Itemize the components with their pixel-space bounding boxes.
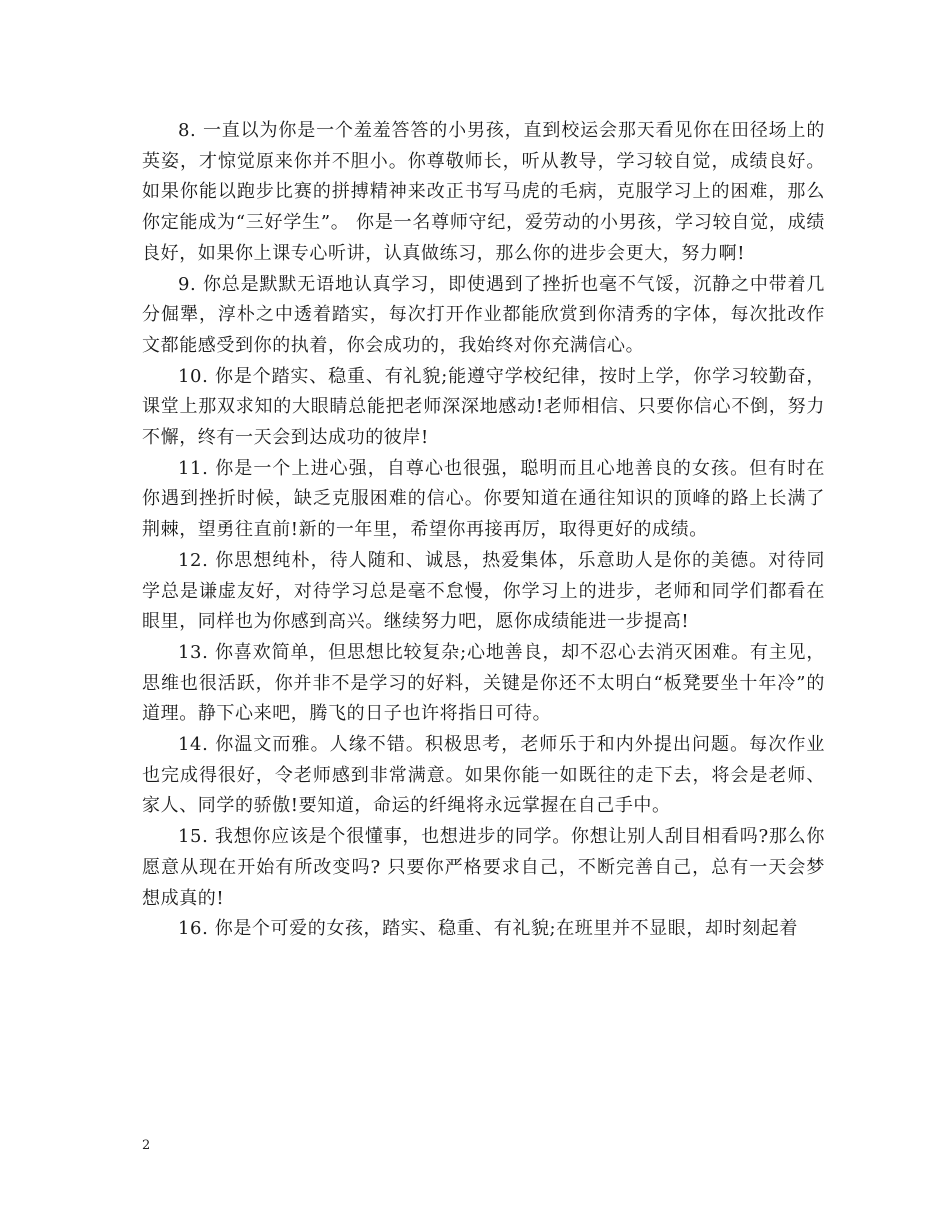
paragraph-12: 12. 你思想纯朴，待人随和、诚恳，热爱集体，乐意助人是你的美德。对待同学总是谦虚友好，对待学习总是毫不怠慢，你学习上的进步，老师和同学们都看在眼里，同样也为你感到高兴。继续努力吧，愿你成绩能进一步提高! (142, 549, 825, 633)
paragraph-10: 10. 你是个踏实、稳重、有礼貌;能遵守学校纪律，按时上学，你学习较勤奋，课堂上那双求知的大眼睛总能把老师深深地感动!老师相信、只要你信心不倒，努力不懈，终有一天会到达成功的彼岸! (142, 365, 825, 449)
paragraph-13: 13. 你喜欢简单，但思想比较复杂;心地善良，却不忍心去消灭困难。有主见，思维也很活跃，你并非不是学习的好料，关键是你还不太明白“板凳要坐十年冷”的道理。静下心来吧，腾飞的日子也许将指日可待。 (142, 641, 825, 725)
paragraph-9: 9. 你总是默默无语地认真学习，即使遇到了挫折也毫不气馁，沉静之中带着几分倔犟，淳朴之中透着踏实，每次打开作业都能欣赏到你清秀的字体，每次批改作文都能感受到你的执着，你会成功的，我始终对你充满信心。 (142, 273, 825, 356)
page-number: 2 (142, 1138, 151, 1153)
paragraph-14: 14. 你温文而雅。人缘不错。积极思考，老师乐于和内外提出问题。每次作业也完成得很好，令老师感到非常满意。如果你能一如既往的走下去，将会是老师、家人、同学的骄傲!要知道，命运的纤绳将永远掌握在自己手中。 (142, 734, 825, 817)
paragraph-15: 15. 我想你应该是个很懂事，也想进步的同学。你想让别人刮目相看吗?那么你愿意从现在开始有所改变吗? 只要你严格要求自己，不断完善自己，总有一天会梦想成真的! (142, 826, 825, 909)
paragraph-16: 16. 你是个可爱的女孩，踏实、稳重、有礼貌;在班里并不显眼，却时刻起着 (178, 918, 799, 940)
paragraph-8: 8. 一直以为你是一个羞羞答答的小男孩，直到校运会那天看见你在田径场上的英姿，才惊觉原来你并不胆小。你尊敬师长，听从教导，学习较自觉，成绩良好。如果你能以跑步比赛的拼搏精神来改正书写马虎的毛病，克服学习上的困难，那么你定能成为“三好学生”。 你是一名尊师守纪，爱劳动的小男孩，学习较自觉，成绩良好，如果你上课专心听讲，认真做练习，那么你的进步会更大，努力啊! (142, 120, 825, 264)
paragraph-11: 11. 你是一个上进心强，自尊心也很强，聪明而且心地善良的女孩。但有时在你遇到挫折时候，缺乏克服困难的信心。你要知道在通往知识的顶峰的路上长满了荆棘，望勇往直前!新的一年里，希望你再接再厉，取得更好的成绩。 (142, 457, 825, 541)
document-body (142, 116, 825, 945)
